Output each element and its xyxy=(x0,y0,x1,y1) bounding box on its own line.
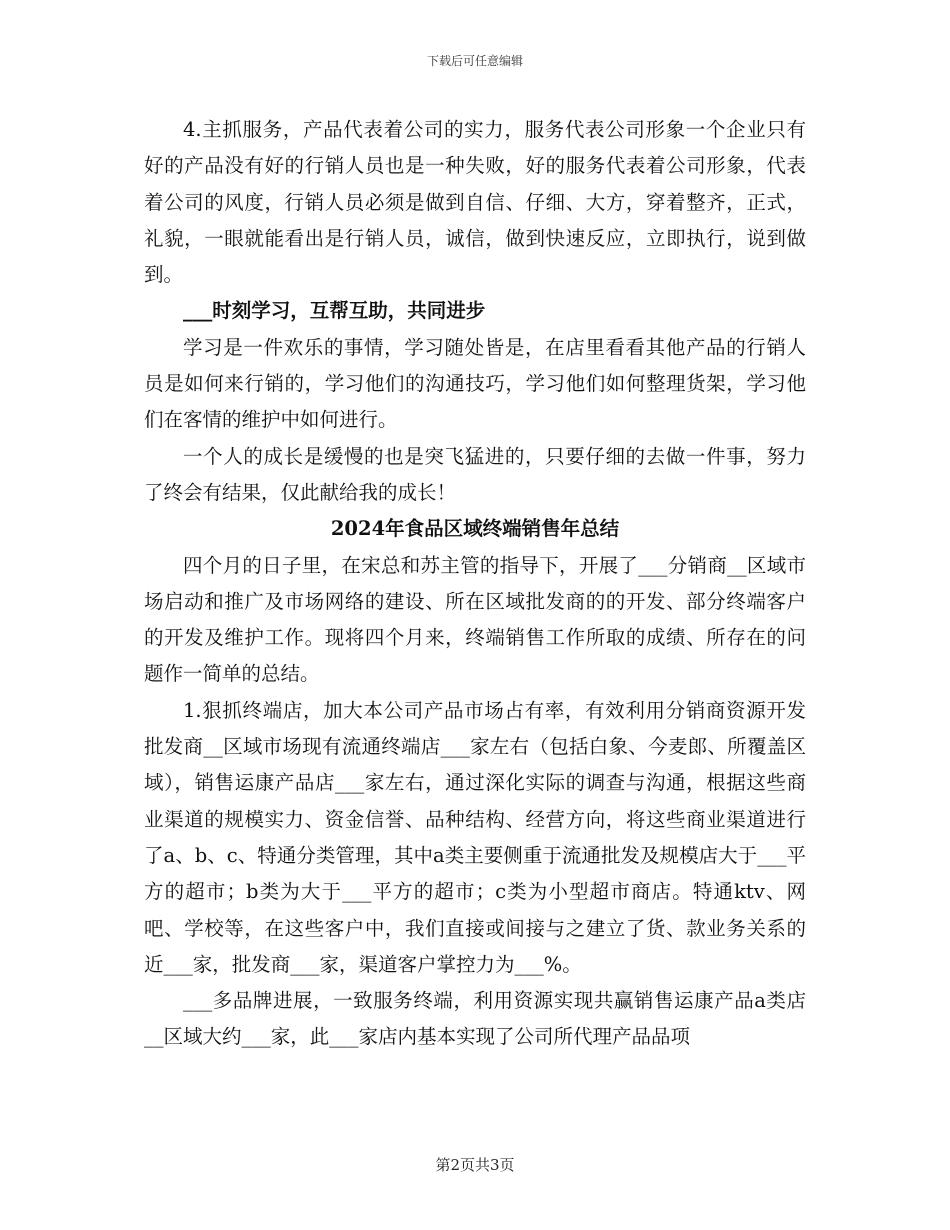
paragraph-growth: 一个人的成长是缓慢的也是突飞猛进的，只要仔细的去做一件事，努力了终会有结果，仅此献给我的成长！ xyxy=(144,444,806,504)
paragraph-terminal-stores: 1.狠抓终端店，加大本公司产品市场占有率，有效利用分销商资源开发批发商__区域市场现有流通终端店___家左右（包括白象、今麦郎、所覆盖区域），销售运康产品店___家左右，通过深化实际的调查与沟通，根据这些商业渠道的规模实力、资金信誉、品种结构、经营方向，将这些商业渠道进行了a、b、c、特通分类管理，其中a类主要侧重于流通批发及规模店大于___平方的超市；b类为大于___平方的超市；c类为小型超市商店。特通ktv、网吧、学校等，在这些客户中，我们直接或间接与之建立了货、款业务关系的近___家，批发商___家，渠道客户掌控力为___%。 xyxy=(144,698,806,976)
paragraph-intro: 四个月的日子里，在宋总和苏主管的指导下，开展了___分销商__区域市场启动和推广及市场网络的建设、所在区域批发商的的开发、部分终端客户的开发及维护工作。现将四个月来，终端销售工作所取的成绩、所存在的问题作一简单的总结。 xyxy=(144,553,806,686)
paragraph-multi-brand: ___多品牌进展，一致服务终端，利用资源实现共赢销售运康产品a类店__区域大约___家，此___家店内基本实现了公司所代理产品品项 xyxy=(144,989,806,1049)
document-body xyxy=(144,112,806,1056)
document-title: 2024年食品区域终端销售年总结 xyxy=(330,517,620,541)
page-number: 第2页共3页 xyxy=(435,1156,515,1174)
page-header-note: 下载后可任意编辑 xyxy=(426,54,523,68)
paragraph-learning: 学习是一件欢乐的事情，学习随处皆是，在店里看看其他产品的行销人员是如何来行销的，学习他们的沟通技巧，学习他们如何整理货架，学习他们在客情的维护中如何进行。 xyxy=(144,335,806,432)
paragraph-service: 4.主抓服务，产品代表着公司的实力，服务代表公司形象一个企业只有好的产品没有好的行销人员也是一种失败，好的服务代表着公司形象，代表着公司的风度，行销人员必须是做到自信、仔细、大方，穿着整齐，正式，礼貌，一眼就能看出是行销人员，诚信，做到快速反应，立即执行，说到做到。 xyxy=(144,118,806,287)
section-heading-learning: ___时刻学习，互帮互助，共同进步 xyxy=(183,299,486,323)
